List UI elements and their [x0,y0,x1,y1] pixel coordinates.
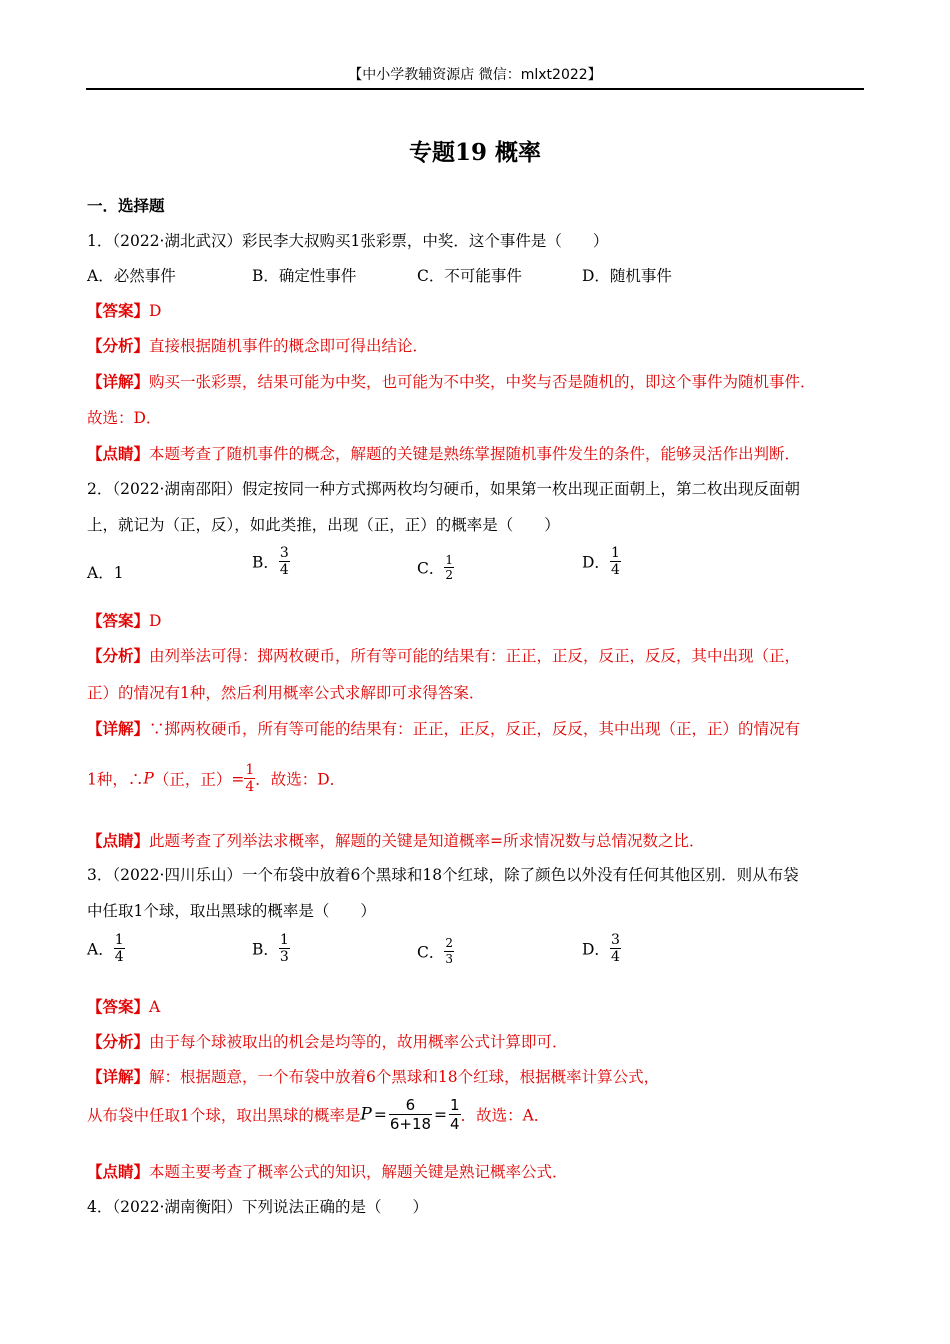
q2-stem-line2: 上，就记为（正，反），如此类推，出现（正，正）的概率是（ ） [87,516,560,534]
q2-analysis-line1 [87,644,800,666]
equals-sign: = [434,1105,448,1124]
page-title: 专题19 概率 [408,139,541,166]
analysis-tag: 【分析】 [87,1032,150,1051]
option-label: B． [252,553,279,572]
comment-tag: 【点睛】 [87,1162,150,1181]
q1-stem: 1．（2022·湖北武汉）彩民李大叔购买1张彩票，中奖．这个事件是（ ） [87,232,609,250]
numerator: 3 [610,932,620,948]
answer-value: D [149,612,162,630]
option-label: D． [582,553,610,572]
denominator: 2 [445,568,454,582]
q2-option-a: A．1 [87,564,124,582]
comment-tag: 【点睛】 [87,831,150,850]
option-label: B． [252,940,279,959]
q2-option-c [417,553,454,582]
option-label: C． [417,943,445,962]
analysis-text: 由列举法可得：掷两枚硬币，所有等可能的结果有：正正，正反，反正，反反，其中出现（正， [149,647,801,665]
numerator: 1 [245,762,255,778]
q1-option-b: B．确定性事件 [252,267,357,285]
denominator: 4 [114,949,124,965]
q2-stem-line1: 2．（2022·湖南邵阳）假定按同一种方式掷两枚均匀硬币，如果第一枚出现正面朝上，第二枚出现反面朝 [87,480,800,498]
option-label: C． [417,559,445,578]
fraction [279,545,290,578]
denominator: 4 [245,779,255,795]
denominator: 3 [445,952,454,966]
fraction-raw [389,1096,432,1133]
answer-tag: 【答案】 [87,997,150,1016]
numerator: 1 [450,1096,460,1114]
analysis-tag: 【分析】 [87,646,150,665]
fraction [279,932,290,965]
fraction [610,932,621,965]
q3-stem-line2: 中任取1个球，取出黑球的概率是（ ） [87,902,376,920]
detail-pre: 1种，∴ [87,770,144,789]
detail-text: 购买一张彩票，结果可能为中奖，也可能为不中奖，中奖与否是随机的，即这个事件为随机事件． [149,373,816,391]
comment-text: 本题考查了随机事件的概念，解题的关键是熟练掌握随机事件发生的条件，能够灵活作出判断． [149,445,801,463]
section-heading: 一．选择题 [87,196,165,215]
option-label: D． [582,940,610,959]
denominator: 3 [279,949,289,965]
q1-comment [87,442,800,464]
denominator: 4 [610,949,620,965]
q2-analysis-line2: 正）的情况有1种，然后利用概率公式求解即可求得答案． [87,684,485,702]
numerator: 2 [445,936,454,950]
denominator: 6+18 [389,1115,432,1133]
q3-comment [87,1160,568,1182]
q3-stem-line1: 3．（2022·四川乐山）一个布袋中放着6个黑球和18个红球，除了颜色以外没有任何其他区别．则从布袋 [87,866,799,884]
option-label: A． [87,940,114,959]
q1-detail-conclusion: 故选：D． [87,409,162,427]
q2-answer [87,609,161,631]
q2-option-d [582,545,621,578]
fraction [244,762,255,795]
q2-option-b [252,545,290,578]
q1-option-a: A．必然事件 [87,267,176,285]
detail-post: ．故选：A． [460,1106,550,1125]
q2-detail-line2 [87,762,345,795]
q1-answer [87,299,161,321]
fraction [610,545,621,578]
comment-text: 此题考查了列举法求概率，解题的关键是知道概率=所求情况数与总情况数之比． [149,832,705,850]
detail-tag: 【详解】 [87,1067,150,1086]
answer-value: D [149,302,162,320]
q3-option-c [417,936,454,967]
detail-mid: （正，正）= [153,770,245,789]
q3-answer [87,995,160,1017]
denominator: 4 [279,562,289,578]
detail-text: 解：根据题意，一个布袋中放着6个黑球和18个红球，根据概率计算公式， [149,1068,660,1086]
numerator: 1 [279,932,289,948]
q3-option-a [87,932,125,965]
probability-symbol: P [360,1104,372,1125]
q4-stem: 4．（2022·湖南衡阳）下列说法正确的是（ ） [87,1198,428,1216]
detail-pre: 从布袋中任取1个球，取出黑球的概率是 [87,1106,361,1125]
q2-comment [87,829,705,851]
fraction [444,553,454,582]
analysis-text: 由于每个球被取出的机会是均等的，故用概率公式计算即可． [149,1033,568,1051]
numerator: 1 [445,553,454,567]
q3-detail-line1 [87,1065,659,1087]
numerator: 1 [114,932,124,948]
detail-post: ．故选：D． [255,770,346,789]
q2-detail-line1 [87,717,800,739]
analysis-text: 直接根据随机事件的概念即可得出结论． [149,337,429,355]
answer-value: A [149,998,161,1016]
q3-option-b [252,932,290,965]
q3-detail-line2 [87,1096,549,1133]
q3-analysis [87,1030,568,1052]
analysis-tag: 【分析】 [87,336,150,355]
fraction [444,936,454,967]
detail-tag: 【详解】 [87,719,150,738]
denominator: 4 [450,1115,460,1133]
numerator: 1 [610,545,620,561]
q1-analysis [87,334,428,356]
equals-sign: = [373,1105,387,1124]
q1-option-d: D．随机事件 [582,267,672,285]
answer-tag: 【答案】 [87,301,150,320]
comment-tag: 【点睛】 [87,444,150,463]
detail-text: ∵掷两枚硬币，所有等可能的结果有：正正，正反，反正，反反，其中出现（正，正）的情况有 [149,720,801,738]
numerator: 3 [279,545,289,561]
denominator: 4 [610,562,620,578]
numerator: 6 [405,1096,416,1114]
comment-text: 本题主要考查了概率公式的知识，解题关键是熟记概率公式． [149,1163,568,1181]
fraction [114,932,125,965]
q3-option-d [582,932,621,965]
answer-tag: 【答案】 [87,611,150,630]
q1-detail [87,370,816,392]
q1-option-c: C．不可能事件 [417,267,522,285]
fraction-simplified [449,1096,461,1133]
detail-tag: 【详解】 [87,372,150,391]
page-header: 【中小学教辅资源店 微信：mlxt2022】 [86,66,864,90]
probability-symbol: P [143,769,154,788]
